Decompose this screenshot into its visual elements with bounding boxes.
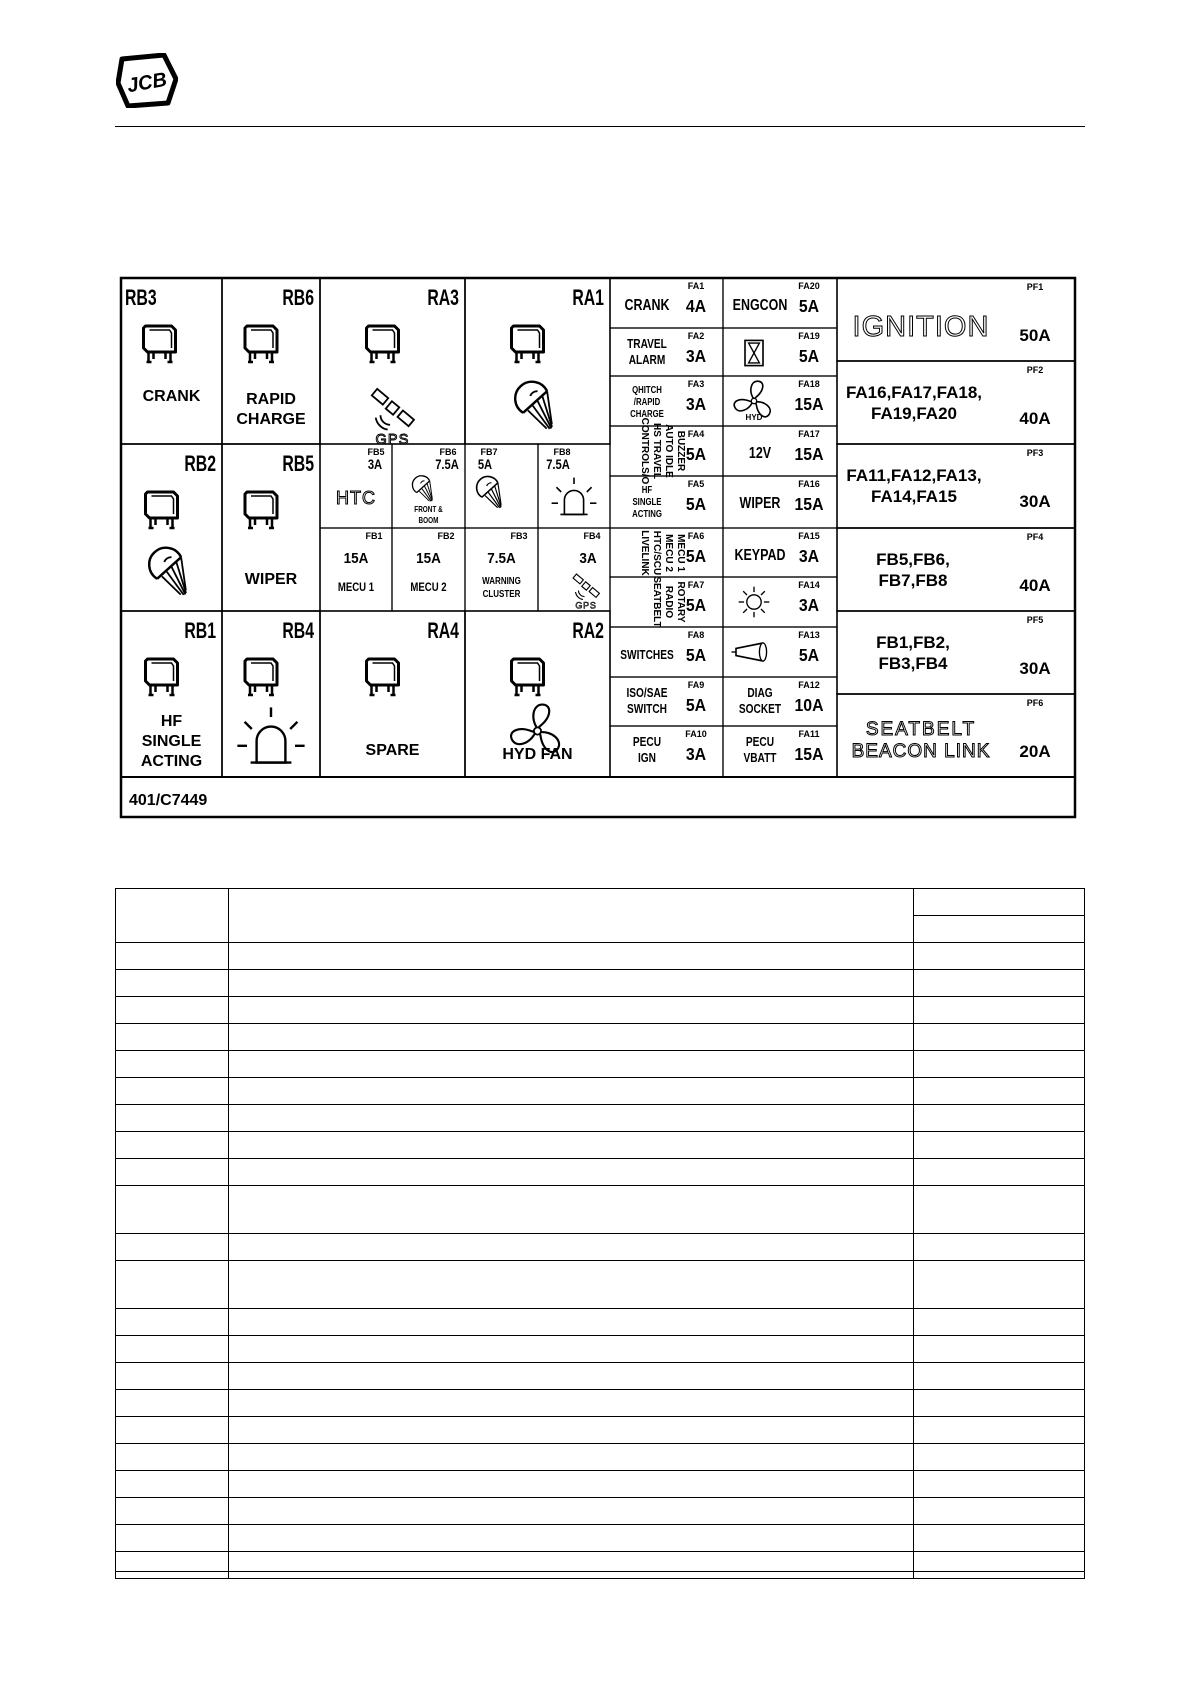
- fuse-id: FA16: [798, 479, 820, 489]
- fuse-label: BEACON LINK: [851, 741, 991, 762]
- table-cell: [116, 1159, 229, 1186]
- fuse-label: FB5,FB6,: [876, 550, 950, 569]
- fuse-label: HTC: [336, 488, 376, 508]
- fuse-rating: 20A: [1019, 742, 1051, 761]
- relay-id: RB6: [282, 286, 315, 311]
- table-cell: [914, 1444, 1085, 1471]
- fuse-rating: 15A: [416, 550, 441, 568]
- fuse-label: ENGCON: [732, 296, 788, 315]
- fuse-label: SINGLE: [632, 496, 662, 508]
- table-cell: [116, 1309, 229, 1336]
- table-row: [116, 1363, 1085, 1390]
- fuse-rating: 3A: [367, 456, 383, 473]
- relay-label: SPARE: [365, 742, 420, 759]
- fuse-rating: 5A: [685, 595, 707, 616]
- fuse-label: PECU: [745, 734, 775, 750]
- table-cell: [229, 1132, 914, 1159]
- fuse-label: CLUSTER: [482, 588, 521, 600]
- fuse-rating: 5A: [477, 456, 493, 473]
- fuse-label: 12V: [748, 444, 772, 463]
- fuse-label: FA19,FA20: [871, 404, 957, 423]
- fuse-id: FA17: [798, 429, 820, 439]
- fuse-rating: 40A: [1019, 576, 1051, 595]
- fuse-rating: 7.5A: [435, 456, 459, 473]
- table-row: [116, 1132, 1085, 1159]
- fuse-rating: 15A: [794, 494, 824, 515]
- fuse-label: IGNITION: [852, 311, 990, 343]
- fuse-id: FB1: [365, 531, 383, 541]
- table-row: [116, 943, 1085, 970]
- table-cell: [229, 1525, 914, 1552]
- table-cell: [229, 1261, 914, 1309]
- fuse-label: HF: [641, 484, 653, 496]
- footer-rule: [115, 1571, 1085, 1572]
- fuse-rating: 15A: [794, 744, 824, 765]
- table-row: [116, 1024, 1085, 1051]
- table-row: [116, 1552, 1085, 1579]
- fuse-rating: 5A: [685, 695, 707, 716]
- relay-id: RB2: [184, 452, 217, 477]
- fuse-label: RADIO: [663, 585, 674, 619]
- fuse-id: FB5: [367, 447, 385, 457]
- relay-id: RA1: [572, 286, 604, 311]
- fuse-id: FB6: [439, 447, 457, 457]
- fuse-rating: 30A: [1019, 659, 1051, 678]
- table-header-row: [116, 889, 1085, 916]
- table-cell: [914, 1390, 1085, 1417]
- table-cell: [229, 1309, 914, 1336]
- fuse-id: FB2: [437, 531, 455, 541]
- fuse-label: HYD: [745, 413, 763, 422]
- fuse-label: MECU 2: [410, 581, 447, 595]
- fuse-label: FB1,FB2,: [876, 633, 950, 652]
- fuse-label: SWITCHES: [620, 647, 674, 663]
- fuse-id: FA9: [687, 680, 705, 690]
- table-row: [116, 1390, 1085, 1417]
- fuse-rating: 3A: [685, 394, 707, 415]
- fuse-label: ALARM: [628, 352, 666, 368]
- table-cell: [116, 889, 229, 943]
- fuse-id: FA1: [687, 281, 705, 291]
- table-row: [116, 997, 1085, 1024]
- fuse-rating: 5A: [685, 645, 707, 666]
- table-cell: [914, 1261, 1085, 1309]
- fuse-rating: 5A: [685, 546, 707, 567]
- fuse-label: CRANK: [624, 296, 670, 315]
- table-cell: [116, 1498, 229, 1525]
- table-cell: [116, 1186, 229, 1234]
- fuse-rating: 5A: [798, 296, 820, 317]
- part-number: 401/C7449: [129, 792, 208, 809]
- relay-id: RA3: [427, 286, 460, 311]
- table-row: [116, 1498, 1085, 1525]
- fuse-id: FA4: [687, 429, 705, 439]
- fuse-id: FA8: [687, 630, 705, 640]
- fuse-id: PF1: [1026, 282, 1044, 292]
- fuse-label: CHARGE: [630, 408, 664, 420]
- fuse-label: FB7,FB8: [878, 571, 948, 590]
- fuse-table: [115, 888, 1085, 1579]
- table-row: [116, 1309, 1085, 1336]
- table-row: [116, 1444, 1085, 1471]
- table-cell: [914, 1234, 1085, 1261]
- fuse-label: WARNING: [482, 575, 521, 587]
- table-cell: [116, 1525, 229, 1552]
- fuse-id: FA11: [798, 729, 820, 739]
- fuse-id: FB8: [553, 447, 571, 457]
- table-cell: [229, 1363, 914, 1390]
- relay-label: HYD FAN: [502, 746, 573, 763]
- table-row: [116, 1078, 1085, 1105]
- relay-id: RA2: [572, 619, 604, 644]
- table-cell: [116, 1390, 229, 1417]
- table-cell: [229, 1024, 914, 1051]
- table-cell: [914, 1078, 1085, 1105]
- fuse-id: FA2: [687, 331, 705, 341]
- table-row: [116, 1471, 1085, 1498]
- fuse-label: PECU: [632, 734, 662, 750]
- table-cell: [116, 970, 229, 997]
- table-cell: [116, 1363, 229, 1390]
- fuse-label: FA11,FA12,FA13,: [846, 466, 982, 485]
- table-cell: [229, 1498, 914, 1525]
- table-cell: [116, 1234, 229, 1261]
- relay-label: WIPER: [244, 571, 298, 588]
- fuse-label: ISO/SAE: [626, 685, 668, 701]
- fuse-label: FB3,FB4: [878, 654, 948, 673]
- relay-id: RA4: [427, 619, 460, 644]
- table-row: [116, 1234, 1085, 1261]
- fuse-id: FA7: [687, 580, 705, 590]
- table-cell: [229, 1159, 914, 1186]
- fuse-id: FA18: [798, 379, 820, 389]
- table-cell: [116, 1417, 229, 1444]
- fuse-label: LIVELINK: [639, 530, 650, 576]
- relay-label: SINGLE: [141, 733, 202, 750]
- table-row: [116, 1105, 1085, 1132]
- fuse-label: DIAG: [747, 685, 773, 701]
- table-row: [116, 970, 1085, 997]
- fuse-rating: 5A: [685, 494, 707, 515]
- relay-label: RAPID: [246, 391, 296, 408]
- fuse-label: SOCKET: [738, 701, 782, 717]
- fuse-rating: 5A: [685, 444, 707, 465]
- table-cell: [229, 1234, 914, 1261]
- fuse-rating: 3A: [798, 595, 820, 616]
- fuse-label: IGN: [637, 750, 657, 766]
- table-cell: [914, 1525, 1085, 1552]
- table-cell: [116, 1471, 229, 1498]
- table-cell: [116, 1024, 229, 1051]
- fuse-id: PF4: [1026, 532, 1044, 542]
- table-cell: [914, 1498, 1085, 1525]
- fuse-id: FA19: [798, 331, 820, 341]
- fuse-id: FA14: [798, 580, 820, 590]
- fuse-id: PF3: [1026, 448, 1044, 458]
- fuse-id: PF2: [1026, 365, 1044, 375]
- fuse-rating: 15A: [794, 444, 824, 465]
- table-cell: [229, 889, 914, 943]
- table-cell: [116, 1105, 229, 1132]
- fuse-id: FA5: [687, 479, 705, 489]
- table-row: [116, 1417, 1085, 1444]
- table-cell: [914, 1051, 1085, 1078]
- table-row: [116, 1186, 1085, 1234]
- table-cell: [229, 1105, 914, 1132]
- fuse-label: BUZZER: [675, 430, 686, 472]
- fuse-label: HTC/SCU: [651, 530, 662, 576]
- relay-id: RB5: [282, 452, 315, 477]
- relay-label: HF: [160, 713, 183, 730]
- fuse-id: FB7: [480, 447, 498, 457]
- fuse-rating: 15A: [343, 550, 369, 568]
- fuse-rating: 40A: [1019, 409, 1051, 428]
- table-cell: [116, 997, 229, 1024]
- table-cell: [914, 1024, 1085, 1051]
- table-cell: [116, 1051, 229, 1078]
- table-cell: [914, 943, 1085, 970]
- relay-id: RB1: [184, 619, 217, 644]
- table-row: [116, 1051, 1085, 1078]
- fuse-label: BOOM: [418, 515, 439, 526]
- fuse-label: MECU 1: [675, 534, 686, 572]
- fuse-label: SWITCH: [627, 701, 667, 717]
- fuse-rating: 3A: [685, 346, 707, 367]
- fuse-label: FA14,FA15: [871, 487, 957, 506]
- table-cell: [914, 997, 1085, 1024]
- table-cell: [914, 1552, 1085, 1579]
- fuse-rating: 3A: [579, 550, 597, 568]
- fuse-label: /RAPID: [633, 396, 661, 408]
- fuse-id: FA20: [798, 281, 820, 291]
- table-cell: [116, 943, 229, 970]
- table-cell: [914, 916, 1085, 943]
- fuse-rating: 4A: [685, 296, 707, 317]
- fuse-label: FRONT &: [414, 504, 443, 515]
- table-cell: [914, 1132, 1085, 1159]
- fuse-rating: 30A: [1019, 492, 1051, 511]
- relay-id: RB4: [282, 619, 315, 644]
- table-cell: [229, 943, 914, 970]
- fuse-label: SEATBELT: [865, 719, 977, 740]
- fuse-id: FA3: [687, 379, 705, 389]
- table-cell: [229, 1336, 914, 1363]
- fuse-rating: 7.5A: [546, 456, 570, 473]
- fuse-label: CONTROLS/O: [639, 417, 650, 485]
- table-cell: [229, 997, 914, 1024]
- table-cell: [229, 1051, 914, 1078]
- fuse-id: PF6: [1026, 698, 1044, 708]
- table-cell: [914, 1471, 1085, 1498]
- fuse-label: ROTARY: [675, 581, 686, 623]
- fuse-rating: 5A: [798, 346, 820, 367]
- relay-id: RB3: [125, 286, 157, 311]
- fuse-label: SEATBELT: [651, 576, 662, 628]
- table-cell: [914, 1417, 1085, 1444]
- table-cell: [229, 1444, 914, 1471]
- table-cell: [914, 1186, 1085, 1234]
- table-cell: [116, 1132, 229, 1159]
- table-cell: [914, 1363, 1085, 1390]
- table-row: [116, 1159, 1085, 1186]
- table-row: [116, 1336, 1085, 1363]
- table-cell: [229, 1186, 914, 1234]
- fuse-rating: 3A: [798, 546, 820, 567]
- interior-light-icon: [739, 587, 770, 618]
- table-cell: [229, 1417, 914, 1444]
- table-cell: [914, 889, 1085, 916]
- fuse-rating: 7.5A: [487, 550, 516, 568]
- hourglass-icon: [745, 340, 763, 365]
- fuse-id: FA10: [685, 729, 707, 739]
- fuse-label: HS TRAVEL: [651, 423, 662, 479]
- table-cell: [116, 1078, 229, 1105]
- fuse-rating: 50A: [1019, 326, 1051, 345]
- table-cell: [116, 1261, 229, 1309]
- fuse-label: FA16,FA17,FA18,: [845, 383, 983, 402]
- relay-label: ACTING: [140, 753, 203, 770]
- gps-text: GPS: [375, 432, 410, 448]
- fuse-label: VBATT: [743, 750, 777, 766]
- relay-label: CHARGE: [236, 411, 306, 428]
- fuse-label: ACTING: [632, 508, 662, 520]
- table-cell: [914, 1336, 1085, 1363]
- gps-text: GPS: [575, 600, 597, 611]
- fuse-id: FB4: [583, 531, 601, 541]
- fuse-id: FA13: [798, 630, 820, 640]
- logo-text: JCB: [125, 68, 169, 98]
- table-row: [116, 1525, 1085, 1552]
- table-cell: [229, 1552, 914, 1579]
- fuse-label: WIPER: [739, 494, 781, 513]
- table-cell: [229, 970, 914, 997]
- fuse-label: AUTO IDLE: [663, 424, 674, 478]
- fuse-label: QHITCH: [632, 384, 662, 396]
- table-cell: [229, 1471, 914, 1498]
- fuse-rating: 3A: [685, 744, 707, 765]
- table-cell: [914, 1309, 1085, 1336]
- table-cell: [914, 1159, 1085, 1186]
- table-cell: [116, 1552, 229, 1579]
- table-cell: [914, 970, 1085, 997]
- table-cell: [116, 1444, 229, 1471]
- fuse-id: FA12: [798, 680, 820, 690]
- table-cell: [914, 1105, 1085, 1132]
- table-row: [116, 1261, 1085, 1309]
- fuse-id: PF5: [1026, 615, 1044, 625]
- fuse-id: FB3: [510, 531, 528, 541]
- fuse-label: TRAVEL: [627, 336, 667, 352]
- fuse-label: KEYPAD: [734, 546, 786, 565]
- fuse-label: MECU 1: [337, 581, 375, 595]
- fuse-rating: 5A: [798, 645, 820, 666]
- table-cell: [229, 1078, 914, 1105]
- fuse-rating: 10A: [794, 695, 824, 716]
- table-cell: [116, 1336, 229, 1363]
- fuse-label: MECU 2: [663, 534, 674, 572]
- relay-label: CRANK: [142, 388, 201, 405]
- fuse-id: FA15: [798, 531, 820, 541]
- table-cell: [229, 1390, 914, 1417]
- fuse-rating: 15A: [794, 394, 824, 415]
- fuse-id: FA6: [687, 531, 705, 541]
